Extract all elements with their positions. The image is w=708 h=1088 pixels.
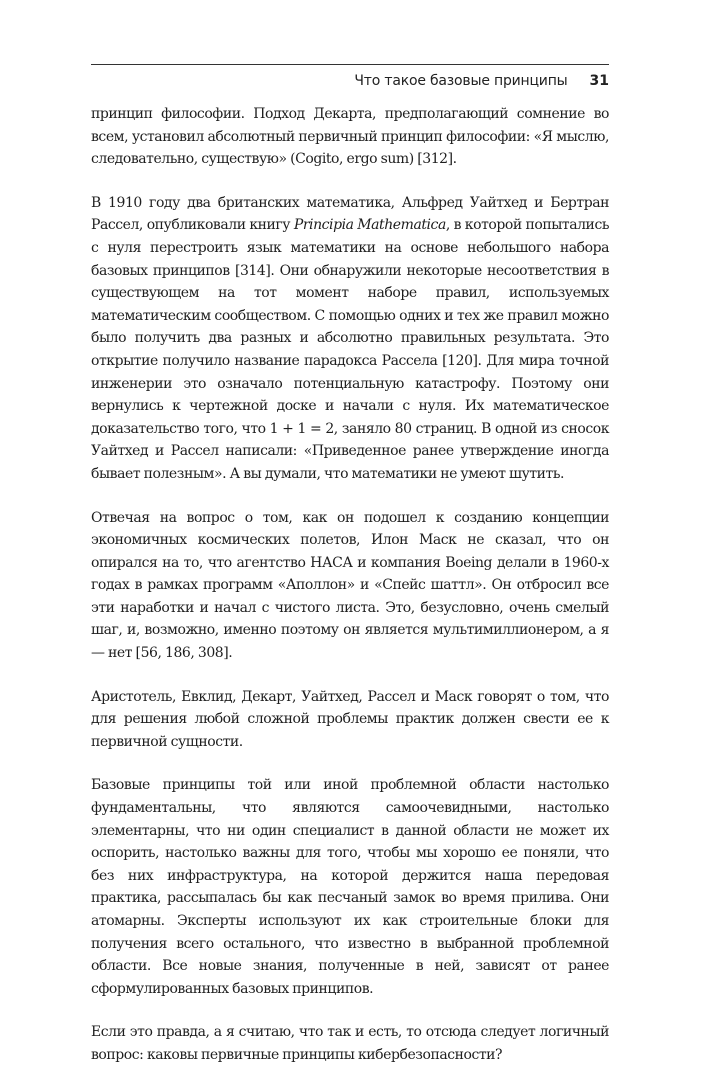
paragraph-elon-musk: Отвечая на вопрос о том, как он подошел к созданию концепции экономичных космических полетов, Илон Маск не сказал, что он опирался на то, что агентство НАСА и компания Boeing делали в 1960-х годах в рамках программ «Аполлон» и «Спейс шаттл». Он отбросил все эти наработки и начал с чистого листа. Это, безусловно, очень смелый шаг, и, возможно, именно поэтому он является мультимиллионером, а я — нет [56, 186, 308]. [91,509,609,662]
paragraph-text: В 1910 году два британских математика, Альфред Уайтхед и Бертран Рассел, опубликовали книгу [91,194,609,234]
page-number: 31 [589,73,609,89]
body-text [91,103,609,1088]
paragraph-basic-principles: Базовые принципы той или иной проблемной области настолько фундаментальны, что являются самоочевидными, настолько элементарны, что ни один специалист в данной области не может их оспорить, настолько важны для того, чтобы мы хорошо ее поняли, что без них инфраструктура, на которой держится наша передовая практика, рассыпалась бы как песчаный замок во время прилива. Они атомарны. Эксперты используют их как строительные блоки для получения всего остального, что известно в выбранной проблемной области. Все новые знания, полученные в ней, зависят от ранее сформулированных базовых принципов. [91,777,609,997]
paragraph-text: , в которой попытались с нуля перестроить язык математики на основе небольшого набора базовых принципов [314]. Они обнаружили некоторые несоответствия в существующем на тот момент наборе правил, используемых математическим сообществом. С помощью одних и тех же правил можно было получить два разных и абсолютно правильных результата. Это открытие получило название парадокса Рассела [120]. Для мира точной инженерии это означало потенциальную катастрофу. Поэтому они вернулись к чертежной доске и начали с нуля. Их математическое доказательство того, что 1 + 1 = 2, заняло 80 страниц. В одной из сносок Уайтхед и Рассел написали: «Приведенное ранее утверждение иногда бывает полезным». А вы думали, что математики не умеют шутить. [91,217,610,482]
paragraph-cybersecurity-question: Если это правда, а я считаю, что так и есть, то отсюда следует логичный вопрос: каковы первичные принципы кибербезопасности? [91,1024,609,1063]
chapter-title: Что такое базовые принципы [354,73,568,89]
paragraph-first-essence: Аристотель, Евклид, Декарт, Уайтхед, Рассел и Маск говорят о том, что для решения любой сложной проблемы практик должен свести ее к первичной сущности. [91,688,609,750]
running-header [91,64,609,89]
book-title-italic: Principia Mathematica [293,217,446,234]
paragraph-principia-mathematica [91,192,609,486]
paragraph-descartes-continuation: принцип философии. Подход Декарта, предполагающий сомнение во всем, установил абсолютный первичный принцип философии: «Я мыслю, следовательно, существую» (Cogito, ergo sum) [312]. [91,106,609,168]
